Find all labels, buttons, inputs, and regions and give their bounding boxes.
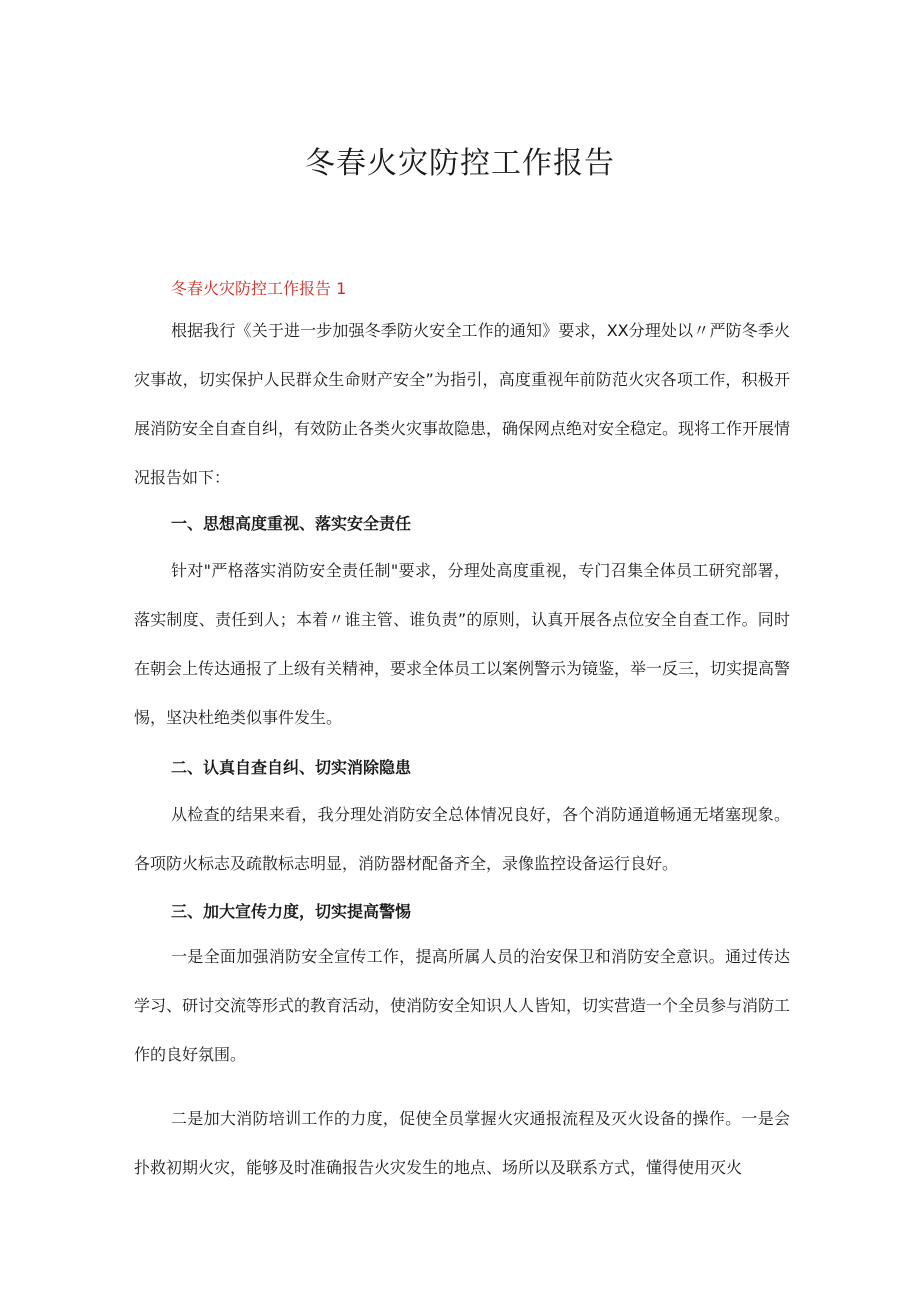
document-title: 冬春火灾防控工作报告 bbox=[305, 146, 615, 181]
section-heading-2: 二、认真自查自纠、切实消除隐患 bbox=[171, 758, 412, 777]
section-heading-3: 三、加大宣传力度，切实提高警惕 bbox=[171, 902, 412, 921]
section-1-paragraph: 针对"严格落实消防安全责任制"要求，分理处高度重视，专门召集全体员工研究部署，落实制度、责任到人；本着〃谁主管、谁负责”的原则，认真开展各点位安全自查工作。同时在朝会上传达通报了上级有关精神，要求全体员工以案例警示为镜鉴，举一反三，切实提高警惕，坚决杜绝类似事件发生。 bbox=[134, 561, 791, 727]
section-heading-1: 一、思想高度重视、落实安全责任 bbox=[171, 514, 412, 533]
section-2-paragraph: 从检查的结果来看，我分理处消防安全总体情况良好，各个消防通道畅通无堵塞现象。各项防火标志及疏散标志明显，消防器材配备齐全，录像监控设备运行良好。 bbox=[134, 805, 790, 873]
section-3-paragraph-2: 二是加大消防培训工作的力度，促使全员掌握火灾通报流程及灭火设备的操作。一是会扑救初期火灾，能够及时准确报告火灾发生的地点、场所以及联系方式，懂得使用灭火 bbox=[134, 1109, 790, 1177]
section-3-paragraph-1: 一是全面加强消防安全宣传工作，提高所属人员的治安保卫和消防安全意识。通过传达学习、研讨交流等形式的教育活动，使消防安全知识人人皆知，切实营造一个全员参与消防工作的良好氛围。 bbox=[134, 947, 791, 1064]
report-subtitle: 冬春火灾防控工作报告 1 bbox=[171, 279, 347, 298]
intro-paragraph: 根据我行《关于进一步加强冬季防火安全工作的通知》要求，XX分理处以〃严防冬季火灾事故，切实保护人民群众生命财产安全”为指引，高度重视年前防范火灾各项工作，积极开展消防安全自查自纠，有效防止各类火灾事故隐患，确保网点绝对安全稳定。现将工作开展情况报告如下： bbox=[134, 321, 791, 487]
